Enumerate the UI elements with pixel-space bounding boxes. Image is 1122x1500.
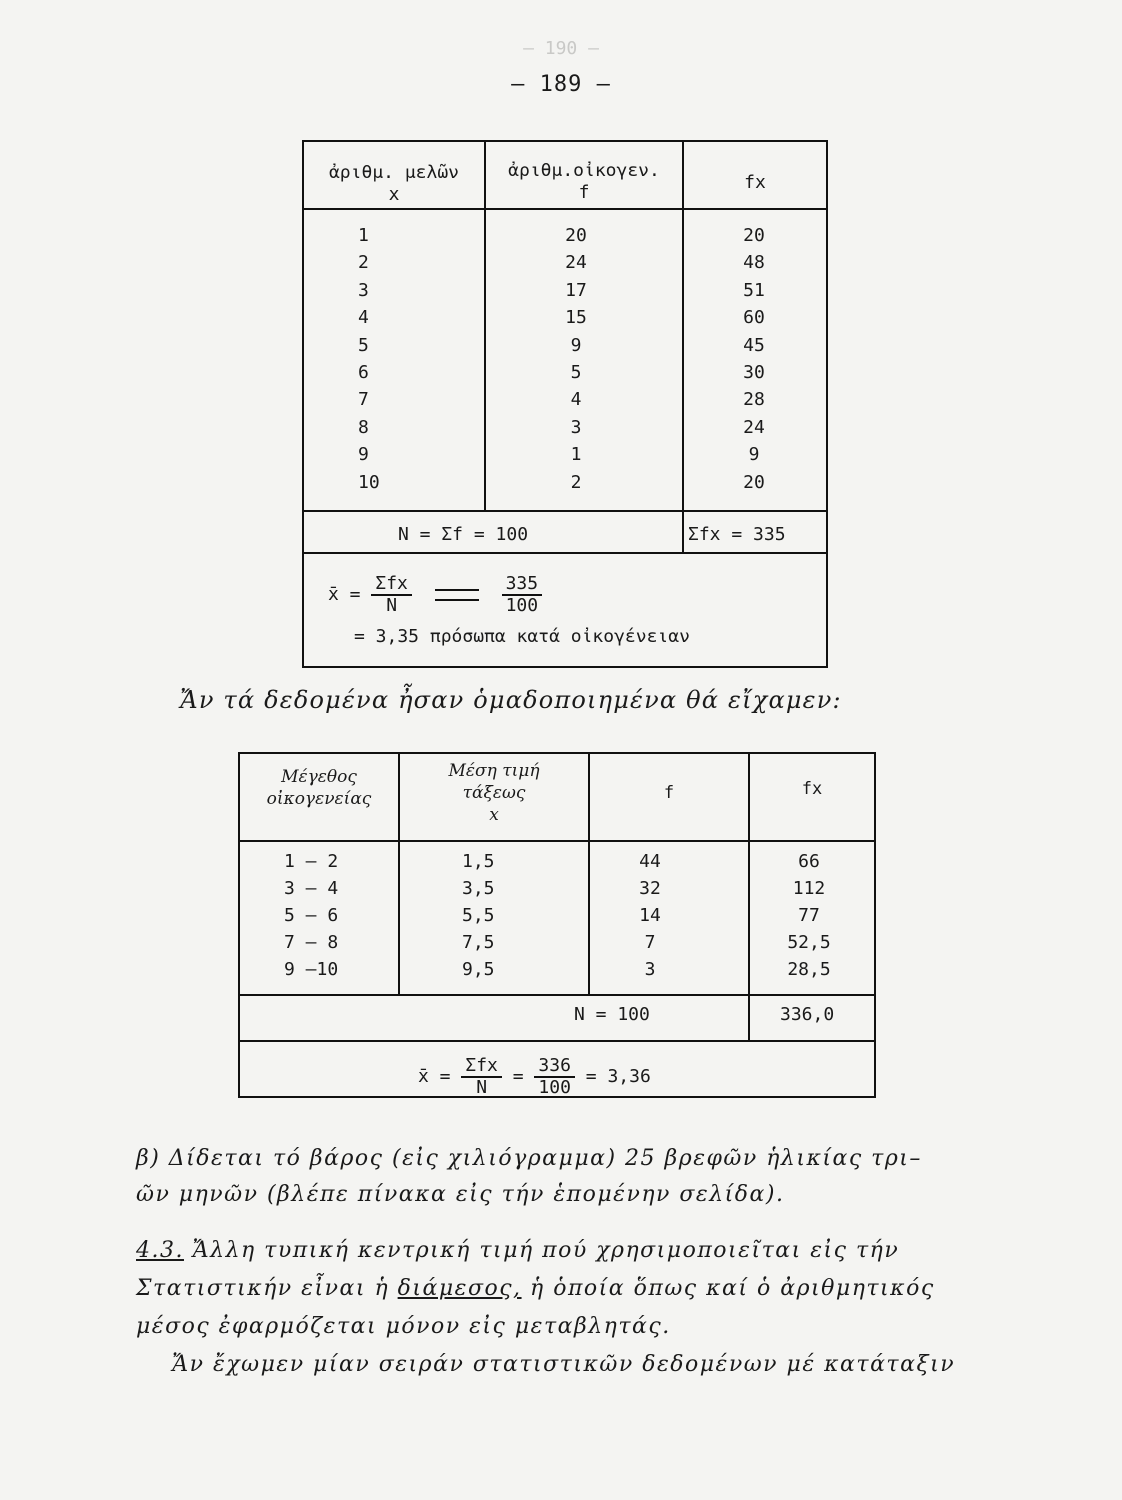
mean-symbol: x̄ = [418,1066,451,1087]
header-class-mean: Μέση τιμή τάξεως x [448,761,540,825]
grouped-frequency-table [238,752,876,1098]
header-f: f [663,783,675,803]
sum-divider [240,1040,874,1042]
column-classes [284,848,338,983]
header-divider [240,840,874,842]
cell-f: 32 [639,878,661,899]
cell-midpoint: 1,5 [462,851,495,872]
paragraph-median-line2: Στατιστικήν εἶναι ἡ διάμεσος, ἡ ὁποία ὅπως καί ὁ ἀριθμητικός [136,1276,935,1301]
cell-x: 9 [358,444,369,466]
cell-f: 7 [644,932,656,953]
column-f [630,848,670,983]
cell-x: 1 [358,225,369,246]
cell-x: 2 [358,252,369,274]
cell-fx: 52,5 [787,932,831,953]
paragraph-b-line2: ῶν μηνῶν (βλέπε πίνακα εἰς τήν ἑπομένην σελίδα). [136,1182,785,1207]
cell-fx: 20 [743,471,765,493]
fraction-symbolic: $\frac{\text{Σfx}}{N}$ [371,574,412,616]
cell-f: 9 [570,334,582,356]
grouped-data-intro: Ἄν τά δεδομένα ἦσαν ὁμαδοποιημένα θά εἴχαμεν: [180,686,842,714]
cell-x: 4 [358,307,369,329]
equals-sign [435,589,479,601]
cell-fx: 20 [743,225,765,246]
paragraph-median-line3: μέσος ἐφαρμόζεται μόνον εἰς μεταβλητάς. [136,1314,671,1339]
paragraph-b-line1: β) Δίδεται τό βάρος (εἰς χιλιόγραμμα) 25 βρεφῶν ἡλικίας τρι– [136,1146,922,1171]
column-x [358,222,380,496]
bleed-through-page-number: – 190 – [523,38,599,59]
cell-f: 3 [644,959,656,980]
cell-fx: 28,5 [787,959,831,980]
cell-f: 24 [565,252,587,274]
cell-class: 3 – 4 [284,878,339,899]
cell-fx: 24 [743,416,765,438]
sum-fx: Σfx = 335 [688,524,786,545]
header-fx: fx [744,172,766,193]
cell-x: 7 [358,389,369,411]
cell-fx: 9 [748,444,760,466]
cell-class: 1 – 2 [284,851,339,872]
cell-x: 8 [358,416,369,438]
section-number: 4.3. [136,1238,184,1263]
cell-class: 7 – 8 [284,932,339,953]
sum-fx: 336,0 [780,1004,835,1025]
cell-fx: 30 [743,361,765,383]
cell-f: 3 [570,416,582,438]
mean-result: = 3,36 [585,1066,651,1087]
page-number: – 189 – [511,72,611,97]
sum-n: N = 100 [574,1004,650,1025]
column-f [556,222,596,496]
cell-fx: 66 [798,851,820,872]
cell-fx: 51 [743,279,765,301]
cell-x: 5 [358,334,369,356]
cell-f: 2 [570,471,582,493]
cell-midpoint: 7,5 [462,932,495,953]
column-fx [764,848,854,983]
body-divider [240,994,874,996]
header-fx: fx [801,779,823,799]
cell-midpoint: 5,5 [462,905,495,926]
header-divider [304,208,826,210]
header-members: ἀριθμ. μελῶν x [328,162,460,205]
header-families: ἀριθμ.οἰκογεν. f [508,160,660,203]
cell-fx: 60 [743,307,765,329]
cell-fx: 28 [743,389,765,411]
cell-midpoint: 9,5 [462,959,495,980]
cell-x: 6 [358,361,369,383]
mean-formula [418,1056,651,1098]
cell-f: 44 [639,851,661,872]
cell-midpoint: 3,5 [462,878,495,899]
mean-symbol: x̄ = [328,584,361,605]
sum-n: N = Σf = 100 [398,524,529,545]
cell-fx: 77 [798,905,820,926]
paragraph-median-line1: 4.3. Ἄλλη τυπική κεντρική τιμή πού χρησιμοποιεῖται εἰς τήν [136,1238,900,1263]
mean-result: = 3,35 πρόσωπα κατά οἰκογένειαν [354,626,690,647]
header-family-size: Μέγεθος οἰκογενείας [266,767,372,809]
cell-x: 10 [358,471,380,493]
cell-f: 1 [570,444,582,466]
cell-fx: 48 [743,252,765,274]
equals-sign: = [512,1066,524,1087]
sum-divider [304,552,826,554]
cell-f: 17 [565,279,587,301]
cell-f: 14 [639,905,661,926]
body-divider [304,510,826,512]
fraction-numeric: $\frac{336}{100}$ [534,1056,575,1098]
fraction-symbolic: $\frac{\text{Σfx}}{N}$ [461,1056,502,1098]
cell-class: 5 – 6 [284,905,339,926]
ungrouped-frequency-table [302,140,828,668]
cell-f: 5 [570,361,582,383]
column-midpoints [462,848,495,983]
cell-f: 20 [565,225,587,246]
cell-f: 4 [570,389,582,411]
fraction-numeric: $\frac{335}{100}$ [502,574,543,616]
paragraph-series-line1: Ἄν ἔχωμεν μίαν σειράν στατιστικῶν δεδομένων μέ κατάταξιν [172,1352,956,1377]
term-median: διάμεσος, [397,1276,522,1301]
mean-formula [328,574,542,616]
cell-fx: 112 [792,878,826,899]
cell-class: 9 –10 [284,959,339,980]
cell-fx: 45 [743,334,765,356]
cell-f: 15 [565,307,587,329]
column-divider [682,142,684,554]
column-fx [734,222,774,496]
cell-x: 3 [358,279,369,301]
